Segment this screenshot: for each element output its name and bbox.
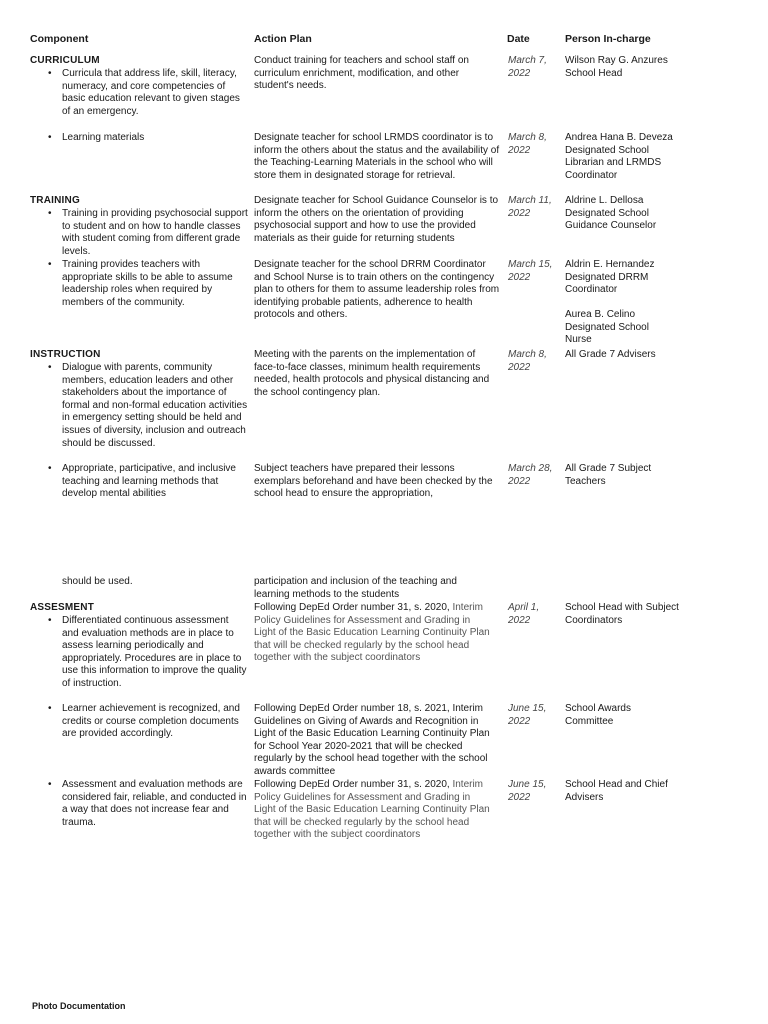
date-cell: March 8, 2022	[508, 349, 547, 373]
person-cell: Wilson Ray G. Anzures School Head	[565, 55, 668, 79]
date-cell: March 15, 2022	[508, 259, 553, 283]
header-person: Person In-charge	[565, 33, 651, 45]
bullet-item: • Training provides teachers with appropriate skills to be able to assume leadership roles when required by members of the community.	[48, 259, 233, 308]
date-cell: March 11, 2022	[508, 195, 552, 219]
action-plan-cell: Meeting with the parents on the implementation of face-to-face classes, minimum health requirements needed, health protocols and physical distancing and the school contingency plan.	[254, 349, 490, 398]
bullet-item: • Curricula that address life, skill, literacy, numeracy, and core competencies of basic education relevant to given stages of an emergency.	[48, 68, 240, 117]
date-cell: March 7, 2022	[508, 55, 547, 79]
bullet-icon: •	[48, 703, 52, 714]
header-date: Date	[507, 33, 530, 45]
date-cell: June 15, 2022	[508, 779, 547, 803]
bullet-icon: •	[48, 615, 52, 626]
person-cell: Aurea B. Celino Designated School Nurse	[565, 309, 649, 346]
policy-reference: Interim Policy Guidelines for Assessment and Grading in Light of the Basic Education Learning Continuity Plan that will be checked regularly by the school head together with the subject coordinators	[254, 779, 490, 841]
person-cell: School Head and Chief Advisers	[565, 779, 668, 803]
bullet-icon: •	[48, 208, 52, 219]
bullet-icon: •	[48, 259, 52, 270]
header-action-plan: Action Plan	[254, 33, 312, 45]
action-plan-lead: Following DepEd Order number 31, s. 2020,	[254, 602, 450, 613]
action-plan-cell	[254, 602, 494, 665]
action-plan-lead: Following DepEd Order number 31, s. 2020,	[254, 779, 450, 790]
date-cell: June 15, 2022	[508, 703, 547, 727]
section-title-curriculum: CURRICULUM	[30, 55, 100, 66]
action-plan-cell: Subject teachers have prepared their lessons exemplars beforehand and have been checked by the school head to ensure the appropriation,	[254, 463, 493, 500]
action-plan-cell: Designate teacher for school LRMDS coordinator is to inform the others about the status and the availability of the Teaching-Learning Materials in the school who will store them in designated storage for retrieval.	[254, 132, 500, 181]
photo-documentation-heading: Photo Documentation	[32, 1001, 126, 1011]
person-cell: All Grade 7 Advisers	[565, 349, 656, 360]
section-title-assessment: ASSESMENT	[30, 602, 95, 613]
person-cell: All Grade 7 Subject Teachers	[565, 463, 652, 487]
action-plan-cell: Designate teacher for the school DRRM Coordinator and School Nurse is to train others on the contingency plan to others for them to assume leadership roles from identifying probable patients, adherence to health protocols and others.	[254, 259, 500, 321]
date-cell: March 8, 2022	[508, 132, 547, 156]
section-title-training: TRAINING	[30, 195, 80, 206]
action-plan-cell	[254, 779, 494, 842]
person-cell: Aldrin E. Hernandez Designated DRRM Coordinator	[565, 259, 655, 296]
bullet-icon: •	[48, 68, 52, 79]
bullet-item: • Training in providing psychosocial support to student and on how to handle classes with student coming from different grade levels.	[48, 208, 248, 257]
policy-reference: Interim Policy Guidelines for Assessment and Grading in Light of the Basic Education Learning Continuity Plan that will be checked regularly by the school head together with the subject coordinators	[254, 602, 490, 664]
action-plan-cell: Conduct training for teachers and school staff on curriculum enrichment, modification, and other student's needs.	[254, 55, 469, 92]
bullet-item: • Differentiated continuous assessment and evaluation methods are in place to assess learning periodically and appropriately. Procedures are in place to use this information to improve the quality of instruction.	[48, 615, 247, 689]
bullet-icon: •	[48, 132, 52, 143]
action-plan-cell: Designate teacher for School Guidance Counselor is to inform the others on the orientation of providing psychosocial support and how to use the provided materials as their guide for returning students	[254, 195, 499, 244]
action-plan-continuation: participation and inclusion of the teaching and learning methods to the students	[254, 576, 457, 600]
person-cell: School Awards Committee	[565, 703, 631, 727]
bullet-icon: •	[48, 779, 52, 790]
bullet-icon: •	[48, 463, 52, 474]
person-cell: School Head with Subject Coordinators	[565, 602, 679, 626]
section-title-instruction: INSTRUCTION	[30, 349, 101, 360]
bullet-icon: •	[48, 362, 52, 373]
date-cell: April 1, 2022	[508, 602, 540, 626]
header-component: Component	[30, 33, 89, 45]
date-cell: March 28, 2022	[508, 463, 553, 487]
action-plan-cell: Following DepEd Order number 18, s. 2021, Interim Guidelines on Giving of Awards and Recognition in Light of the Basic Education Learning Continuity Plan for School Year 2020-2021 that will be checked regularly by the school head together with the school awards committee	[254, 703, 490, 777]
bullet-item: • Dialogue with parents, community members, education leaders and other stakeholders about the importance of formal and non-formal education activities in emergency setting should be held and issues of diversity, inclusion and outreach should be discussed.	[48, 362, 248, 449]
bullet-item: • Assessment and evaluation methods are considered fair, reliable, and conducted in a way that does not increase fear and trauma.	[48, 779, 247, 828]
bullet-continuation: should be used.	[62, 576, 133, 587]
bullet-item: • Learning materials	[48, 132, 145, 143]
person-cell: Aldrine L. Dellosa Designated School Guidance Counselor	[565, 195, 657, 232]
person-cell: Andrea Hana B. Deveza Designated School Librarian and LRMDS Coordinator	[565, 132, 673, 181]
bullet-item: • Appropriate, participative, and inclusive teaching and learning methods that develop mental abilities	[48, 463, 236, 500]
bullet-item: • Learner achievement is recognized, and credits or course completion documents are provided accordingly.	[48, 703, 240, 740]
